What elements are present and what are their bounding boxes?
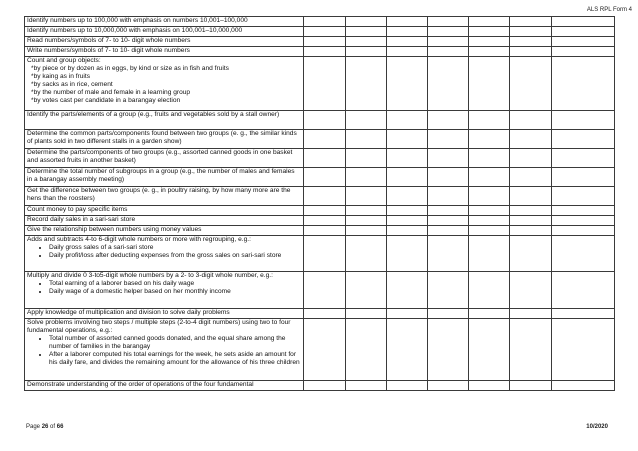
- table-row: [25, 187, 615, 206]
- competency-intro: Adds and subtracts 4-to 6-digit whole numbers or more with regrouping, e.g.:: [27, 236, 251, 243]
- bullet-item: • Daily gross sales of a sari-sari store: [49, 244, 301, 252]
- competency-cell: Determine the common parts/components found between two groups (e. g., the similar kinds of plants sold in two different stalls in a garden show): [25, 130, 304, 149]
- competency-cell: Identify the parts/elements of a group (e.g., fruits and vegetables sold by a stall owner): [25, 111, 304, 130]
- bullet-list: [27, 244, 301, 260]
- competency-cell: Record daily sales in a sari-sari store: [25, 216, 304, 226]
- sub-item: *by the number of male and female in a learning group: [31, 89, 191, 96]
- competency-cell: Give the relationship between numbers using money values: [25, 226, 304, 236]
- sub-item: *by kaing as in fruits: [31, 73, 91, 80]
- bullet-item: • Total number of assorted canned goods donated, and the equal share among the number of families in the barangay: [49, 335, 301, 351]
- competency-table: [24, 16, 615, 391]
- competency-cell: Read numbers/symbols of 7- to 10- digit whole numbers: [25, 37, 304, 47]
- competency-intro: Multiply and divide 0 3-to5-digit whole numbers by a 2- to 3-digit whole number, e.g.:: [27, 272, 273, 279]
- table-row: [25, 206, 615, 216]
- table-row: [25, 111, 615, 130]
- table-row: [25, 149, 615, 168]
- competency-cell: Determine the total number of subgroups in a group (e.g., the number of males and females in a barangay assembly meeting): [25, 168, 304, 187]
- table-row: [25, 272, 615, 309]
- competency-cell: [25, 272, 304, 309]
- bullet-item: • After a laborer computed his total earnings for the week, he sets aside an amount for his daily fare, and divides the remaining amount for the allowance of his three children: [49, 351, 301, 367]
- table-row: [25, 226, 615, 236]
- page-number: Page 26 of 66: [26, 424, 64, 430]
- table-row: [25, 319, 615, 381]
- table-row: [25, 57, 615, 111]
- table-row: [25, 381, 615, 391]
- table-row: [25, 27, 615, 37]
- table-row: [25, 168, 615, 187]
- competency-intro: Solve problems involving two steps / multiple steps (2-to-4 digit numbers) using two to four fundamental operations, e.g.:: [27, 319, 291, 334]
- bullet-item: • Daily profit/loss after deducting expenses from the gross sales on sari-sari store: [49, 252, 301, 260]
- table-row: [25, 130, 615, 149]
- form-label: ALS RPL Form 4: [586, 7, 632, 13]
- sub-item: *by piece or by dozen as in eggs, by kind or size as in fish and fruits: [31, 65, 229, 72]
- table-row: [25, 216, 615, 226]
- competency-cell: [25, 236, 304, 272]
- competency-cell: Get the difference between two groups (e. g., in poultry raising, by how many more are the hens than the roosters): [25, 187, 304, 206]
- table-row: [25, 17, 615, 27]
- revision-date: 10/2020: [586, 424, 608, 430]
- competency-cell: [25, 57, 304, 111]
- competency-cell: Demonstrate understanding of the order of operations of the four fundamental: [25, 381, 304, 391]
- competency-cell: Identify numbers up to 100,000 with emphasis on numbers 10,001–100,000: [25, 17, 304, 27]
- sub-item: *by votes cast per candidate in a barangay election: [31, 97, 181, 104]
- table-row: [25, 47, 615, 57]
- competency-cell: Apply knowledge of multiplication and division to solve daily problems: [25, 309, 304, 319]
- table-row: [25, 309, 615, 319]
- table-row: [25, 37, 615, 47]
- bullet-list: [27, 280, 301, 296]
- table-row: [25, 236, 615, 272]
- competency-cell: Identify numbers up to 10,000,000 with emphasis on 100,001–10,000,000: [25, 27, 304, 37]
- sub-item: *by sacks as in rice, cement: [31, 81, 113, 88]
- bullet-list: [27, 335, 301, 367]
- competency-cell: Count money to pay specific items: [25, 206, 304, 216]
- competency-cell: Write numbers/symbols of 7- to 10- digit whole numbers: [25, 47, 304, 57]
- competency-cell: [25, 319, 304, 381]
- competency-intro: Count and group objects:: [27, 57, 101, 64]
- competency-cell: Determine the parts/components of two groups (e.g., assorted canned goods in one basket and assorted fruits in another basket): [25, 149, 304, 168]
- bullet-item: • Daily wage of a domestic helper based on her monthly income: [49, 288, 301, 296]
- bullet-item: • Total earning of a laborer based on his daily wage: [49, 280, 301, 288]
